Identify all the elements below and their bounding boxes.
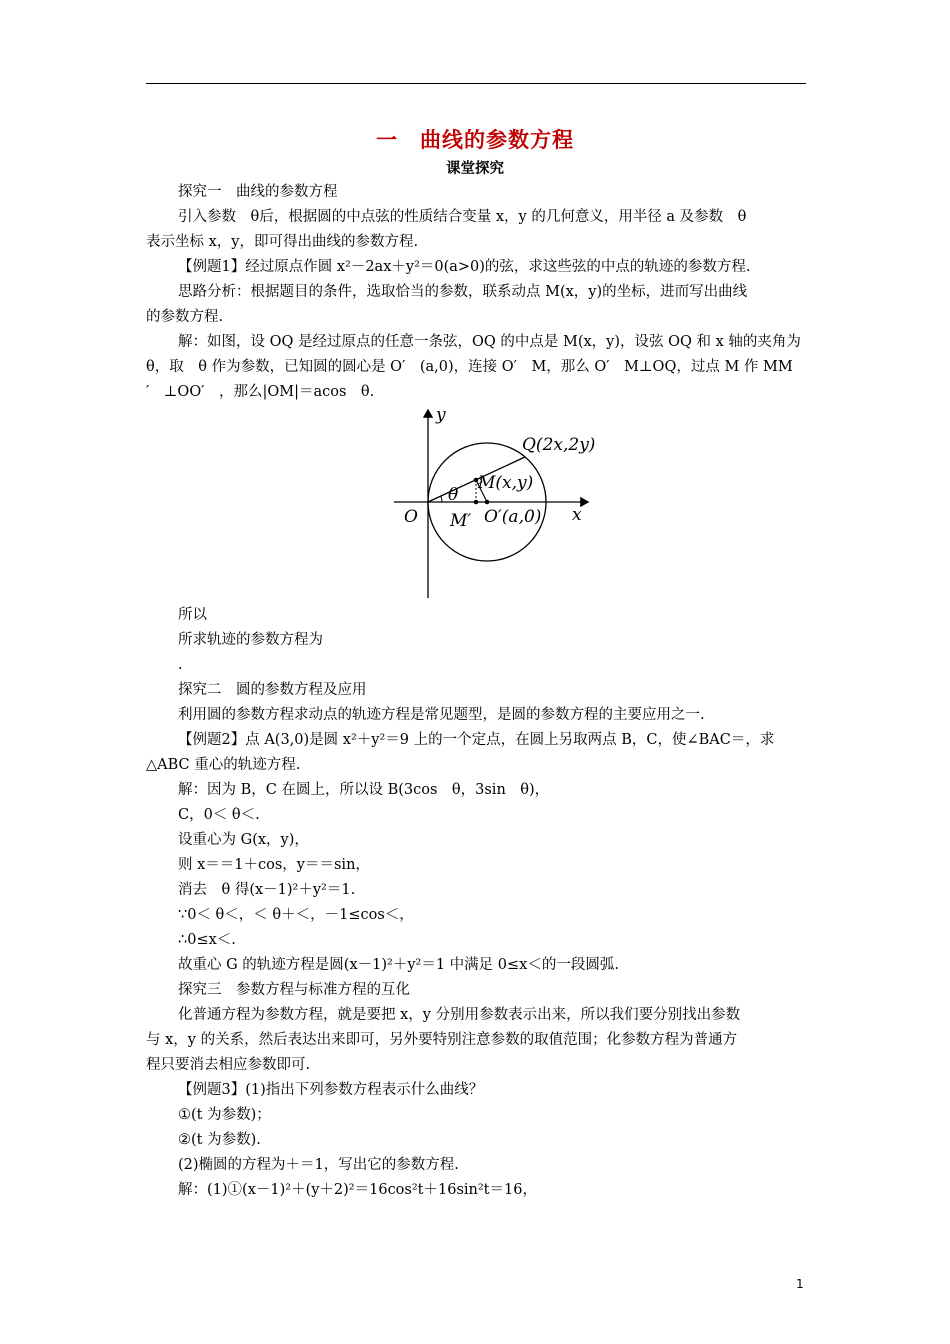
text-line: (2)椭圆的方程为＋＝1，写出它的参数方程. xyxy=(178,1157,459,1173)
text-line: ①(t 为参数)； xyxy=(178,1107,271,1123)
text-line: 探究二 圆的参数方程及应用 xyxy=(178,682,367,698)
text-line: 探究三 参数方程与标准方程的互化 xyxy=(178,982,410,998)
label-origin: O xyxy=(404,507,418,527)
text-line: 消去 θ 得(x－1)²＋y²＝1. xyxy=(178,882,356,898)
text-line: ∴0≤x＜. xyxy=(178,932,236,948)
text-line: ∵0＜ θ＜，＜ θ＋＜，－1≤cos＜， xyxy=(178,907,414,923)
text-line: 与 x，y 的关系，然后表达出来即可，另外要特别注意参数的取值范围；化参数方程为普通方 xyxy=(146,1032,738,1048)
text-line: θ，取 θ 作为参数，已知圆的圆心是 O′ (a,0)，连接 O′ M，那么 O′ M⊥OQ，过点 M 作 MM xyxy=(146,359,793,375)
text-line: ′ ⊥OO′ ，那么|OM|＝acos θ. xyxy=(146,384,375,400)
text-line: 解：因为 B，C 在圆上，所以设 B(3cos θ，3sin θ)， xyxy=(178,782,550,798)
label-o-prime: O′(a,0) xyxy=(484,507,542,527)
point-m-prime xyxy=(474,500,479,505)
header-rule xyxy=(146,83,806,84)
theta-arc xyxy=(441,496,442,502)
text-line: 故重心 G 的轨迹方程是圆(x－1)²＋y²＝1 中满足 0≤x＜的一段圆弧. xyxy=(178,957,619,973)
text-line: 利用圆的参数方程求动点的轨迹方程是常见题型，是圆的参数方程的主要应用之一. xyxy=(178,707,705,723)
text-line: 化普通方程为参数方程，就是要把 x，y 分别用参数表示出来，所以我们要分别找出参数 xyxy=(178,1007,741,1023)
text-line: 所求轨迹的参数方程为 xyxy=(178,632,323,648)
text-line: 则 x＝＝1＋cos，y＝＝sin， xyxy=(178,857,370,873)
text-line: 程只要消去相应参数即可. xyxy=(146,1057,311,1073)
label-y: y xyxy=(436,405,446,425)
label-x: x xyxy=(572,505,582,525)
point-o-prime xyxy=(485,500,490,505)
page-number: 1 xyxy=(796,1277,804,1291)
text-line: 引入参数 θ后，根据圆的中点弦的性质结合变量 x，y 的几何意义，用半径 a 及参数 θ xyxy=(178,209,747,225)
page-title: 一 曲线的参数方程 xyxy=(376,128,574,152)
text-line: . xyxy=(178,657,183,673)
text-line: 解：(1)①(x－1)²＋(y＋2)²＝16cos²t＋16sin²t＝16， xyxy=(178,1182,537,1198)
text-line: 思路分析：根据题目的条件，选取恰当的参数，联系动点 M(x，y)的坐标，进而写出曲线 xyxy=(178,284,748,300)
text-line: 表示坐标 x，y，即可得出曲线的参数方程. xyxy=(146,234,419,250)
circle-diagram xyxy=(392,404,602,600)
text-line: 设重心为 G(x，y)， xyxy=(178,832,309,848)
label-theta: θ xyxy=(448,485,459,505)
circle-figure xyxy=(392,404,602,600)
section-title: 课堂探究 xyxy=(446,161,504,177)
text-line: C，0＜ θ＜. xyxy=(178,807,260,823)
text-line: 探究一 曲线的参数方程 xyxy=(178,184,338,200)
text-line: 的参数方程. xyxy=(146,309,224,325)
text-line: ②(t 为参数). xyxy=(178,1132,261,1148)
text-line: 所以 xyxy=(178,607,207,623)
label-q: Q(2x,2y) xyxy=(522,435,596,455)
text-line: 【例题1】经过原点作圆 x²－2ax＋y²＝0(a>0)的弦，求这些弦的中点的轨迹的参数方程. xyxy=(178,259,751,275)
text-line: 【例题3】(1)指出下列参数方程表示什么曲线？ xyxy=(178,1082,484,1098)
text-line: △ABC 重心的轨迹方程. xyxy=(146,757,301,773)
text-line: 【例题2】点 A(3,0)是圆 x²＋y²＝9 上的一个定点，在圆上另取两点 B，C，使∠BAC＝，求 xyxy=(178,732,775,748)
label-m: M(x,y) xyxy=(478,473,534,493)
label-m-prime: M′ xyxy=(450,511,472,531)
text-line: 解：如图，设 OQ 是经过原点的任意一条弦，OQ 的中点是 M(x，y)，设弦 OQ 和 x 轴的夹角为 xyxy=(178,334,801,350)
